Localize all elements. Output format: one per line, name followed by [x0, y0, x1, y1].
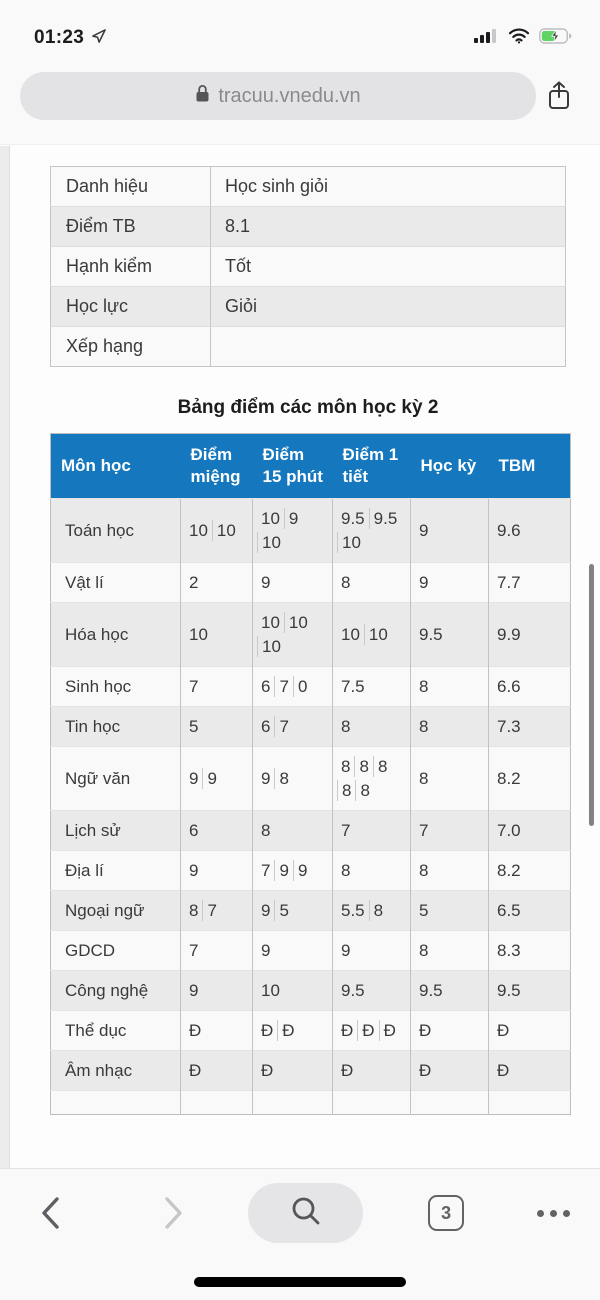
summary-value: Học sinh giỏi	[211, 167, 566, 207]
ellipsis-icon	[537, 1210, 544, 1217]
score-cell-oral	[181, 1051, 253, 1091]
search-button[interactable]	[248, 1183, 363, 1243]
subject-name: Tin học	[51, 707, 181, 747]
score-cell-semester	[411, 971, 489, 1011]
score-cell-1period	[333, 499, 411, 563]
score-value: 7	[341, 821, 351, 840]
score-value: 9	[274, 860, 292, 881]
score-cell-semester	[411, 891, 489, 931]
score-value: 8	[419, 677, 429, 696]
home-indicator[interactable]	[194, 1277, 406, 1287]
score-cell-tbm	[489, 603, 571, 667]
score-cell-semester	[411, 603, 489, 667]
summary-value: Tốt	[211, 247, 566, 287]
summary-value: 8.1	[211, 207, 566, 247]
grade-row	[51, 499, 571, 563]
score-cell-semester	[411, 499, 489, 563]
score-cell-15min	[253, 891, 333, 931]
score-value: 6	[189, 821, 199, 840]
score-cell-tbm	[489, 707, 571, 747]
score-cell-semester	[411, 811, 489, 851]
subject-name: GDCD	[51, 931, 181, 971]
subject-name: Ngữ văn	[51, 747, 181, 811]
score-value: 6.5	[497, 901, 521, 920]
grades-table-title: Bảng điểm các môn học kỳ 2	[177, 397, 439, 418]
score-cell-tbm	[489, 667, 571, 707]
summary-label: Danh hiệu	[51, 167, 211, 207]
grade-row	[51, 851, 571, 891]
score-cell-semester	[411, 563, 489, 603]
score-value: 6.6	[497, 677, 521, 696]
share-button[interactable]	[536, 80, 582, 112]
score-cell-oral	[181, 891, 253, 931]
score-value: 5	[189, 717, 199, 736]
score-value: 7	[202, 900, 220, 921]
score-cell-1period	[333, 811, 411, 851]
score-cell-tbm	[489, 499, 571, 563]
score-cell-1period	[333, 747, 411, 811]
score-cell-oral	[181, 971, 253, 1011]
score-value: 7	[189, 677, 199, 696]
grade-row	[51, 971, 571, 1011]
tabs-button[interactable]	[427, 1194, 465, 1232]
score-cell-semester	[411, 707, 489, 747]
score-cell-oral	[181, 811, 253, 851]
more-button[interactable]	[537, 1210, 570, 1217]
search-icon	[288, 1193, 324, 1234]
col-header-oral: Điểm miệng	[181, 434, 253, 499]
score-value: 0	[293, 676, 311, 697]
score-value: 9.5	[419, 981, 443, 1000]
score-cell-tbm	[489, 811, 571, 851]
subject-name: Công nghệ	[51, 971, 181, 1011]
score-value: 8	[341, 717, 351, 736]
score-value: 8.2	[497, 861, 521, 880]
score-value: 9.5	[341, 509, 365, 528]
subject-name: Vật lí	[51, 563, 181, 603]
score-cell-1period	[333, 707, 411, 747]
location-arrow-icon	[91, 28, 107, 49]
grade-row	[51, 707, 571, 747]
tabs-icon	[428, 1195, 464, 1231]
subject-name: Thể dục	[51, 1011, 181, 1051]
score-value: 10	[257, 532, 285, 553]
score-value: 6	[261, 717, 271, 736]
col-header-1period: Điểm 1 tiết	[333, 434, 411, 499]
grade-row	[51, 563, 571, 603]
score-cell-tbm	[489, 563, 571, 603]
clock: 01:23	[34, 27, 85, 48]
battery-charging-icon	[539, 28, 572, 49]
score-value: 8	[355, 780, 373, 801]
score-value: 9.5	[341, 981, 365, 1000]
status-bar	[0, 0, 600, 62]
summary-label: Hạnh kiểm	[51, 247, 211, 287]
score-value: 8	[261, 821, 271, 840]
score-cell-oral	[181, 931, 253, 971]
score-value: 6	[261, 677, 271, 696]
summary-label: Xếp hạng	[51, 327, 211, 367]
score-cell-15min	[253, 1011, 333, 1051]
subject-name: Hóa học	[51, 603, 181, 667]
forward-button[interactable]	[160, 1194, 186, 1232]
wifi-icon	[508, 28, 530, 49]
score-value: 10	[284, 612, 312, 633]
score-value: Đ	[261, 1061, 274, 1080]
score-cell-tbm	[489, 1051, 571, 1091]
score-value: Đ	[189, 1061, 202, 1080]
summary-row	[51, 287, 566, 327]
grade-row	[51, 891, 571, 931]
summary-label: Học lực	[51, 287, 211, 327]
score-cell-1period	[333, 667, 411, 707]
score-value: 9.5	[369, 508, 402, 529]
score-value: 9.5	[419, 625, 443, 644]
score-cell-1period	[333, 851, 411, 891]
score-value: 10	[261, 613, 280, 632]
score-value: 7.3	[497, 717, 521, 736]
score-value: Đ	[379, 1020, 400, 1041]
score-cell-15min	[253, 563, 333, 603]
score-value: 8	[373, 756, 391, 777]
grade-row	[51, 603, 571, 667]
score-value: 10	[337, 532, 365, 553]
score-cell-semester	[411, 1051, 489, 1091]
page-left-edge	[0, 146, 10, 1168]
score-cell-oral	[181, 1011, 253, 1051]
grade-row	[51, 931, 571, 971]
score-value: 9.6	[497, 521, 521, 540]
score-value: 7.5	[341, 677, 365, 696]
summary-row	[51, 327, 566, 367]
score-value: 9	[419, 521, 429, 540]
score-cell-15min	[253, 811, 333, 851]
address-bar[interactable]	[20, 72, 536, 120]
score-value: 9	[419, 573, 429, 592]
score-value: Đ	[419, 1061, 432, 1080]
score-cell-15min	[253, 851, 333, 891]
grades-table	[50, 433, 571, 1115]
lock-icon	[195, 84, 210, 108]
score-value: Đ	[419, 1021, 432, 1040]
subject-name: Âm nhạc	[51, 1051, 181, 1091]
browser-top-chrome	[0, 0, 600, 145]
score-value: Đ	[261, 1021, 274, 1040]
score-value: 5.5	[341, 901, 365, 920]
score-cell-15min	[253, 931, 333, 971]
score-value: 10	[261, 509, 280, 528]
tab-count: 3	[441, 1202, 452, 1223]
score-cell-oral	[181, 707, 253, 747]
score-value: 9.9	[497, 625, 521, 644]
score-value: 8	[337, 780, 355, 801]
score-value: 10	[257, 636, 285, 657]
score-value: 9	[341, 941, 351, 960]
score-value: 8.2	[497, 769, 521, 788]
score-value: 8	[189, 901, 199, 920]
score-cell-tbm	[489, 971, 571, 1011]
col-header-15min: Điểm 15 phút	[253, 434, 333, 499]
score-cell-15min	[253, 603, 333, 667]
score-value: 8	[341, 757, 351, 776]
score-cell-oral	[181, 499, 253, 563]
score-value: 9.5	[497, 981, 521, 1000]
web-page-content	[0, 146, 600, 1168]
score-value: 8.3	[497, 941, 521, 960]
score-cell-oral	[181, 851, 253, 891]
score-value: 7	[274, 676, 292, 697]
score-value: 7	[261, 861, 271, 880]
score-value: 9	[284, 508, 302, 529]
score-cell-semester	[411, 931, 489, 971]
score-value: 10	[189, 625, 208, 644]
col-header-subject: Môn học	[51, 434, 181, 499]
summary-row	[51, 247, 566, 287]
score-cell-1period	[333, 603, 411, 667]
cellular-signal-icon	[474, 28, 499, 49]
score-value: 7	[189, 941, 199, 960]
score-value: 7	[419, 821, 429, 840]
score-cell-tbm	[489, 891, 571, 931]
score-value: Đ	[277, 1020, 298, 1041]
score-value: 9	[202, 768, 220, 789]
subject-name: Ngoại ngữ	[51, 891, 181, 931]
score-value: 10	[364, 624, 392, 645]
score-cell-15min	[253, 747, 333, 811]
col-header-tbm: TBM	[489, 434, 571, 499]
score-cell-1period	[333, 563, 411, 603]
score-value: 9	[189, 769, 199, 788]
score-value: 9	[261, 941, 271, 960]
score-cell-semester	[411, 747, 489, 811]
grade-row	[51, 811, 571, 851]
summary-table-body	[51, 167, 566, 367]
score-value: Đ	[497, 1061, 510, 1080]
summary-label: Điểm TB	[51, 207, 211, 247]
score-cell-tbm	[489, 851, 571, 891]
grades-table-body	[51, 499, 571, 1115]
score-cell-oral	[181, 563, 253, 603]
score-cell-15min	[253, 1051, 333, 1091]
score-cell-tbm	[489, 1011, 571, 1051]
summary-value	[211, 327, 566, 367]
score-cell-1period	[333, 1051, 411, 1091]
score-value: 10	[189, 521, 208, 540]
score-value: 9	[293, 860, 311, 881]
score-cell-1period	[333, 1011, 411, 1051]
score-value: 5	[419, 901, 429, 920]
score-value: 8	[369, 900, 387, 921]
score-value: 7.7	[497, 573, 521, 592]
score-cell-15min	[253, 971, 333, 1011]
subject-name: Địa lí	[51, 851, 181, 891]
score-value: Đ	[341, 1061, 354, 1080]
score-cell-semester	[411, 667, 489, 707]
score-value: Đ	[357, 1020, 378, 1041]
grade-row	[51, 667, 571, 707]
score-value: 8	[341, 861, 351, 880]
col-header-semester: Học kỳ	[411, 434, 489, 499]
score-cell-semester	[411, 1011, 489, 1051]
score-value: 9	[189, 861, 199, 880]
score-value: 10	[261, 981, 280, 1000]
score-value: 10	[341, 625, 360, 644]
grade-row	[51, 747, 571, 811]
score-value: 8	[419, 941, 429, 960]
score-value: 5	[274, 900, 292, 921]
score-value: 8	[419, 717, 429, 736]
summary-table	[50, 166, 566, 367]
score-value: 10	[212, 520, 240, 541]
subject-name: Sinh học	[51, 667, 181, 707]
score-value: 9	[189, 981, 199, 1000]
score-cell-1period	[333, 931, 411, 971]
score-value: 2	[189, 573, 199, 592]
score-value: Đ	[497, 1021, 510, 1040]
score-cell-oral	[181, 747, 253, 811]
score-value: 8	[419, 769, 429, 788]
score-value: 8	[419, 861, 429, 880]
grade-row-partial	[51, 1091, 571, 1115]
subject-name: Lịch sử	[51, 811, 181, 851]
score-cell-15min	[253, 667, 333, 707]
score-value: 8	[274, 768, 292, 789]
score-cell-oral	[181, 603, 253, 667]
score-value: 8	[354, 756, 372, 777]
page-scrollbar[interactable]	[589, 564, 594, 826]
score-cell-semester	[411, 851, 489, 891]
score-value: 7	[274, 716, 292, 737]
score-cell-oral	[181, 667, 253, 707]
score-value: 9	[261, 769, 271, 788]
score-cell-1period	[333, 971, 411, 1011]
score-cell-tbm	[489, 747, 571, 811]
score-value: Đ	[189, 1021, 202, 1040]
summary-row	[51, 207, 566, 247]
grade-row	[51, 1011, 571, 1051]
score-cell-1period	[333, 891, 411, 931]
score-cell-15min	[253, 707, 333, 747]
score-value: Đ	[341, 1021, 354, 1040]
score-cell-15min	[253, 499, 333, 563]
summary-row	[51, 167, 566, 207]
score-value: 7.0	[497, 821, 521, 840]
subject-name: Toán học	[51, 499, 181, 563]
score-value: 9	[261, 901, 271, 920]
score-value: 9	[261, 573, 271, 592]
grade-row	[51, 1051, 571, 1091]
browser-bottom-toolbar	[0, 1168, 600, 1300]
score-value: 8	[341, 573, 351, 592]
grades-table-header	[51, 434, 571, 499]
summary-value: Giỏi	[211, 287, 566, 327]
score-cell-tbm	[489, 931, 571, 971]
back-button[interactable]	[38, 1194, 64, 1232]
url-text: tracuu.vnedu.vn	[218, 84, 361, 107]
